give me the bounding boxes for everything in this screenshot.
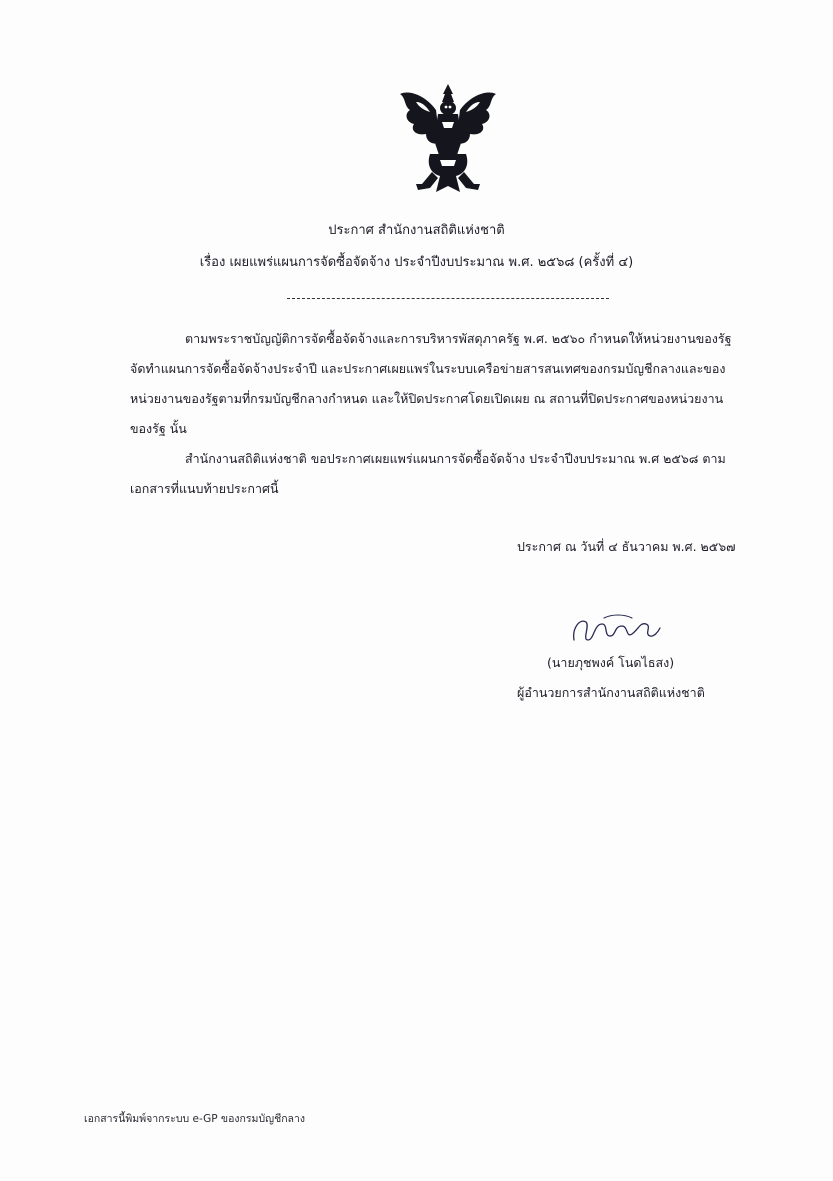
paragraph-1-line: ของรัฐ นั้น — [130, 421, 187, 436]
announcement-date: ประกาศ ณ วันที่ ๔ ธันวาคม พ.ศ. ๒๕๖๗ — [517, 539, 736, 554]
handwritten-signature — [568, 610, 664, 648]
paragraph-1-line: จัดทำแผนการจัดซื้อจัดจ้างประจำปี และประกาศเผยแพร่ในระบบเครือข่ายสารสนเทศของกรมบัญชีกลางและของ — [130, 361, 726, 376]
signer-name: (นายภุชพงค์ โนดไธสง) — [547, 655, 675, 670]
divider — [287, 298, 609, 299]
paragraph-2-line: เอกสารที่แนบท้ายประกาศนี้ — [130, 481, 279, 496]
paragraph-2-line: สำนักงานสถิติแห่งชาติ ขอประกาศเผยแพร่แผนการจัดซื้อจัดจ้าง ประจำปีงบประมาณ พ.ศ ๒๕๖๘ ตาม — [185, 451, 726, 466]
paragraph-1-line: หน่วยงานของรัฐตามที่กรมบัญชีกลางกำหนด และให้ปิดประกาศโดยเปิดเผย ณ สถานที่ปิดประกาศของหน่วยงาน — [130, 391, 724, 406]
announcement-subject: เรื่อง เผยแพร่แผนการจัดซื้อจัดจ้าง ประจำปีงบประมาณ พ.ศ. ๒๕๖๘ (ครั้งที่ ๔) — [199, 255, 634, 270]
announcement-title: ประกาศ สำนักงานสถิติแห่งชาติ — [328, 223, 505, 238]
paragraph-1-line: ตามพระราชบัญญัติการจัดซื้อจัดจ้างและการบริหารพัสดุภาครัฐ พ.ศ. ๒๕๖๐ กำหนดให้หน่วยงานของรัฐ — [185, 331, 732, 346]
footer-note: เอกสารนี้พิมพ์จากระบบ e-GP ของกรมบัญชีกลาง — [84, 1113, 306, 1125]
garuda-emblem-icon — [396, 80, 500, 198]
signer-position: ผู้อำนวยการสำนักงานสถิติแห่งชาติ — [517, 685, 705, 700]
